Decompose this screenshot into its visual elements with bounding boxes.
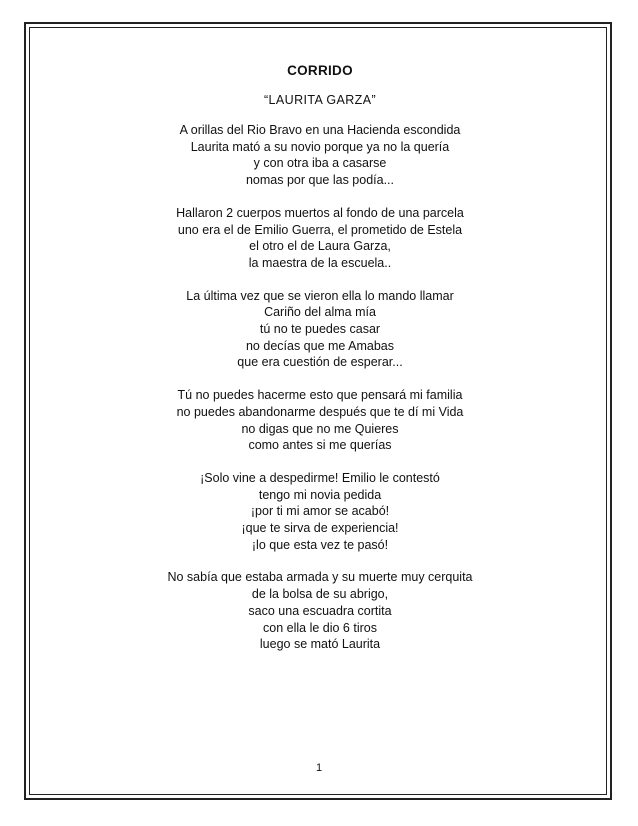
verse-line: con ella le dio 6 tiros xyxy=(263,620,377,635)
verse-line: que era cuestión de esperar... xyxy=(237,355,403,370)
verse-line: luego se mató Laurita xyxy=(259,637,381,652)
verse-line: el otro el de Laura Garza, xyxy=(249,239,391,254)
verse-line: la maestra de la escuela.. xyxy=(248,255,392,270)
page-number: 1 xyxy=(315,762,323,774)
verse-line: Hallaron 2 cuerpos muertos al fondo de una parcela xyxy=(176,205,464,220)
verse-line: y con otra iba a casarse xyxy=(253,156,387,171)
verse-line: como antes si me querías xyxy=(248,438,392,453)
verse-line: no puedes abandonarme después que te dí mi Vida xyxy=(176,404,464,419)
verse-line: A orillas del Rio Bravo en una Hacienda escondida xyxy=(179,123,461,137)
verse-line: nomas por que las podía... xyxy=(245,173,394,188)
verse-line: de la bolsa de su abrigo, xyxy=(251,587,389,602)
stanza-1 xyxy=(150,122,490,189)
verse-line: ¡que te sirva de experiencia! xyxy=(241,521,399,536)
verse-line: tú no te puedes casar xyxy=(259,322,381,337)
verse-line: ¡por ti mi amor se acabó! xyxy=(250,504,390,519)
verse-line: tengo mi novia pedida xyxy=(258,487,382,502)
document-subtitle: “LAURITA GARZA” xyxy=(263,93,377,107)
verse-line: no decías que me Amabas xyxy=(245,338,394,353)
stanza-3 xyxy=(150,288,490,372)
stanza-4 xyxy=(150,387,490,454)
verse-line: uno era el de Emilio Guerra, el prometido de Estela xyxy=(177,222,463,237)
stanza-5 xyxy=(150,470,490,554)
verse-line: Cariño del alma mía xyxy=(264,305,376,320)
stanza-6 xyxy=(150,569,490,653)
verse-line: ¡lo que esta vez te pasó! xyxy=(251,537,389,552)
verse-line: ¡Solo vine a despedirme! Emilio le contestó xyxy=(200,470,440,485)
document-title: CORRIDO xyxy=(287,63,353,78)
verse-line: Tú no puedes hacerme esto que pensará mi familia xyxy=(177,388,463,403)
poem-content xyxy=(150,62,490,653)
verse-line: Laurita mató a su novio porque ya no la quería xyxy=(190,139,450,154)
stanza-2 xyxy=(150,205,490,272)
verse-line: La última vez que se vieron ella lo mando llamar xyxy=(186,288,454,303)
verse-line: saco una escuadra cortita xyxy=(248,603,392,618)
verse-line: no digas que no me Quieres xyxy=(241,421,399,436)
verse-line: No sabía que estaba armada y su muerte muy cerquita xyxy=(167,570,473,585)
